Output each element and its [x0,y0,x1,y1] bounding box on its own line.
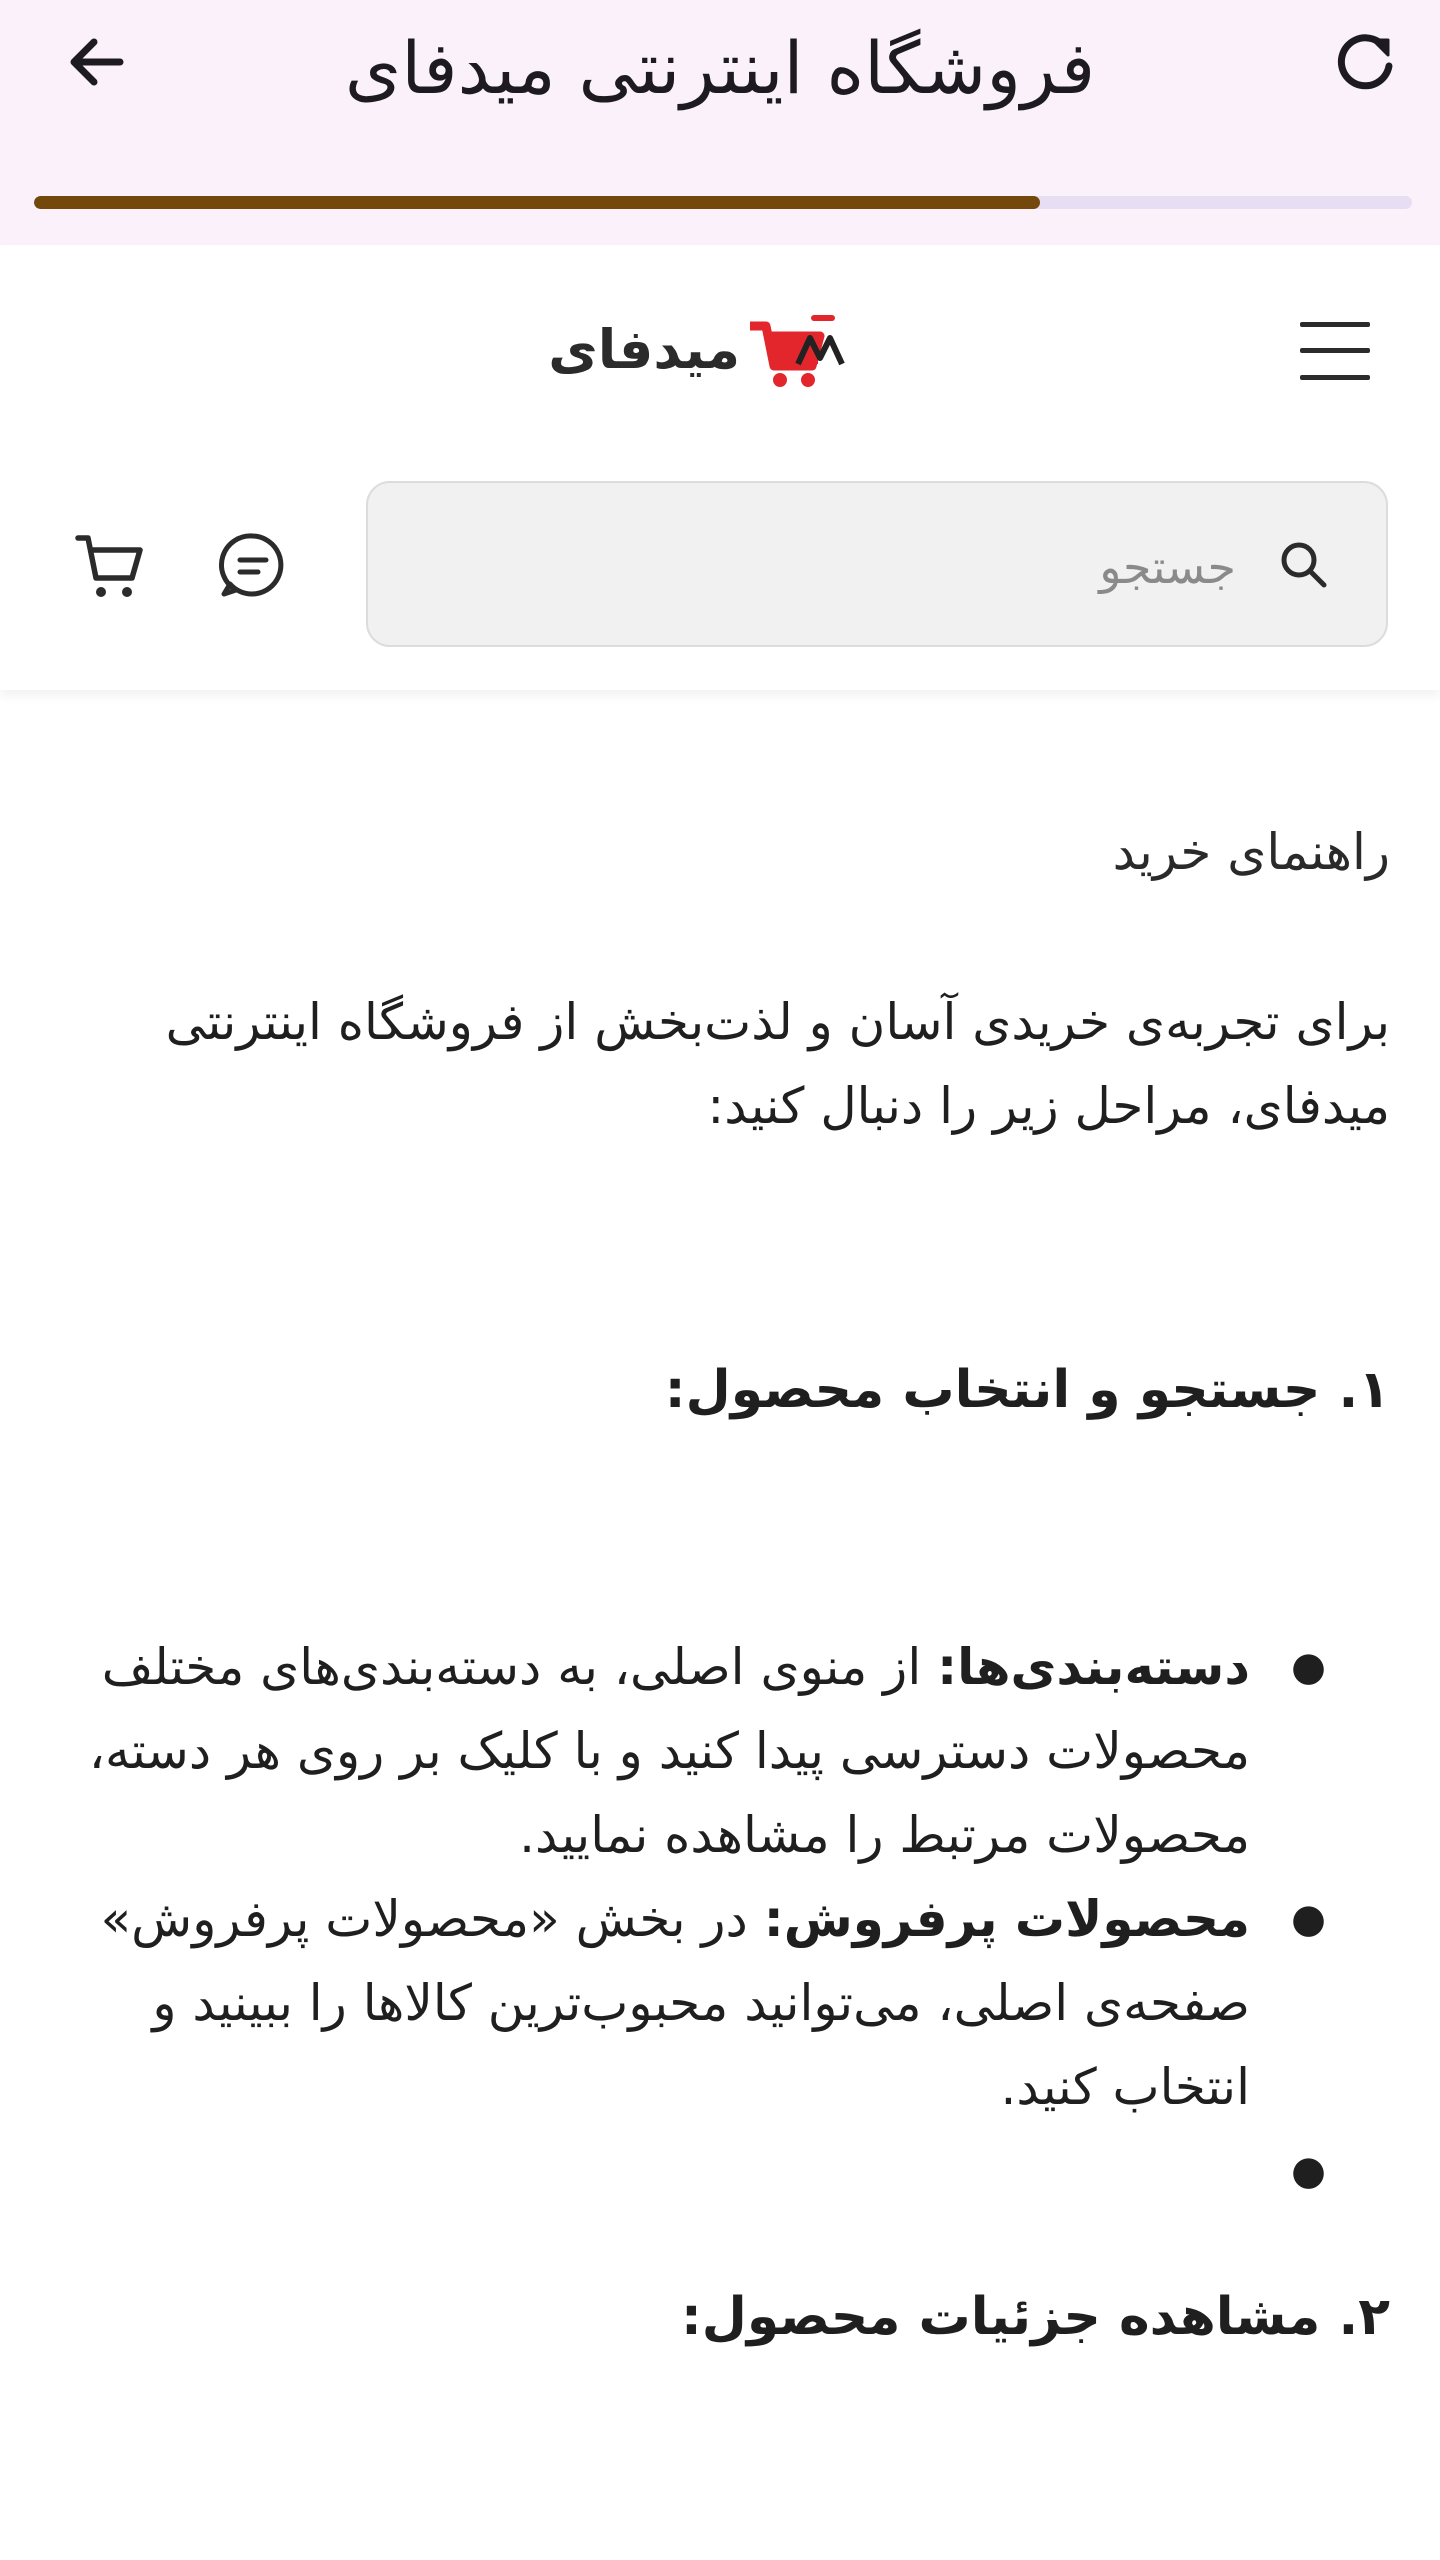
list-item [60,1625,1326,1877]
section-heading-1: ۱. جستجو و انتخاب محصول: [664,1360,1390,1420]
search-input[interactable] [454,523,1238,611]
brand-name: میدفای [548,318,740,381]
steps-list [60,1625,1390,2213]
app-bar [0,0,1440,245]
list-item [60,2129,1326,2213]
list-item-text: در بخش «محصولات پرفروش» صفحه‌ی اصلی، می‌توانید محبوب‌ترین کالاها را ببینید و انتخاب کنید. [100,1890,1250,2116]
search-icon[interactable] [1274,535,1334,595]
bullet: ● [1291,2148,1326,2194]
page-title: راهنمای خرید [1112,823,1390,881]
app-title: فروشگاه اینترنتی میدفای [344,26,1096,110]
chat-icon[interactable] [218,530,288,600]
hamburger-menu-icon[interactable] [1296,318,1374,384]
back-arrow-icon[interactable] [58,22,138,102]
progress-fill [34,196,1040,209]
section-heading-2: ۲. مشاهده جزئیات محصول: [680,2287,1390,2347]
bullet: ● [1291,1644,1326,1690]
list-item [60,1877,1326,2129]
page-load-progress [34,196,1412,209]
list-item-title: دسته‌بندی‌ها: [937,1638,1250,1696]
brand-cart-logo-icon [740,308,850,398]
list-item-title: محصولات پرفروش: [763,1890,1250,1948]
search-box[interactable] [366,481,1388,647]
brand-logo-link[interactable] [520,300,920,400]
refresh-icon[interactable] [1325,22,1405,102]
list-item-text: از منوی اصلی، به دسته‌بندی‌های مختلف محصولات دسترسی پیدا کنید و با کلیک بر روی هر دسته، محصولات مرتبط را مشاهده نمایید. [88,1638,1250,1864]
intro-paragraph: برای تجربه‌ی خریدی آسان و لذت‌بخش از فروشگاه اینترنتی میدفای، مراحل زیر را دنبال کنید: [165,993,1390,1135]
bullet: ● [1291,1896,1326,1942]
cart-icon[interactable] [74,530,146,602]
